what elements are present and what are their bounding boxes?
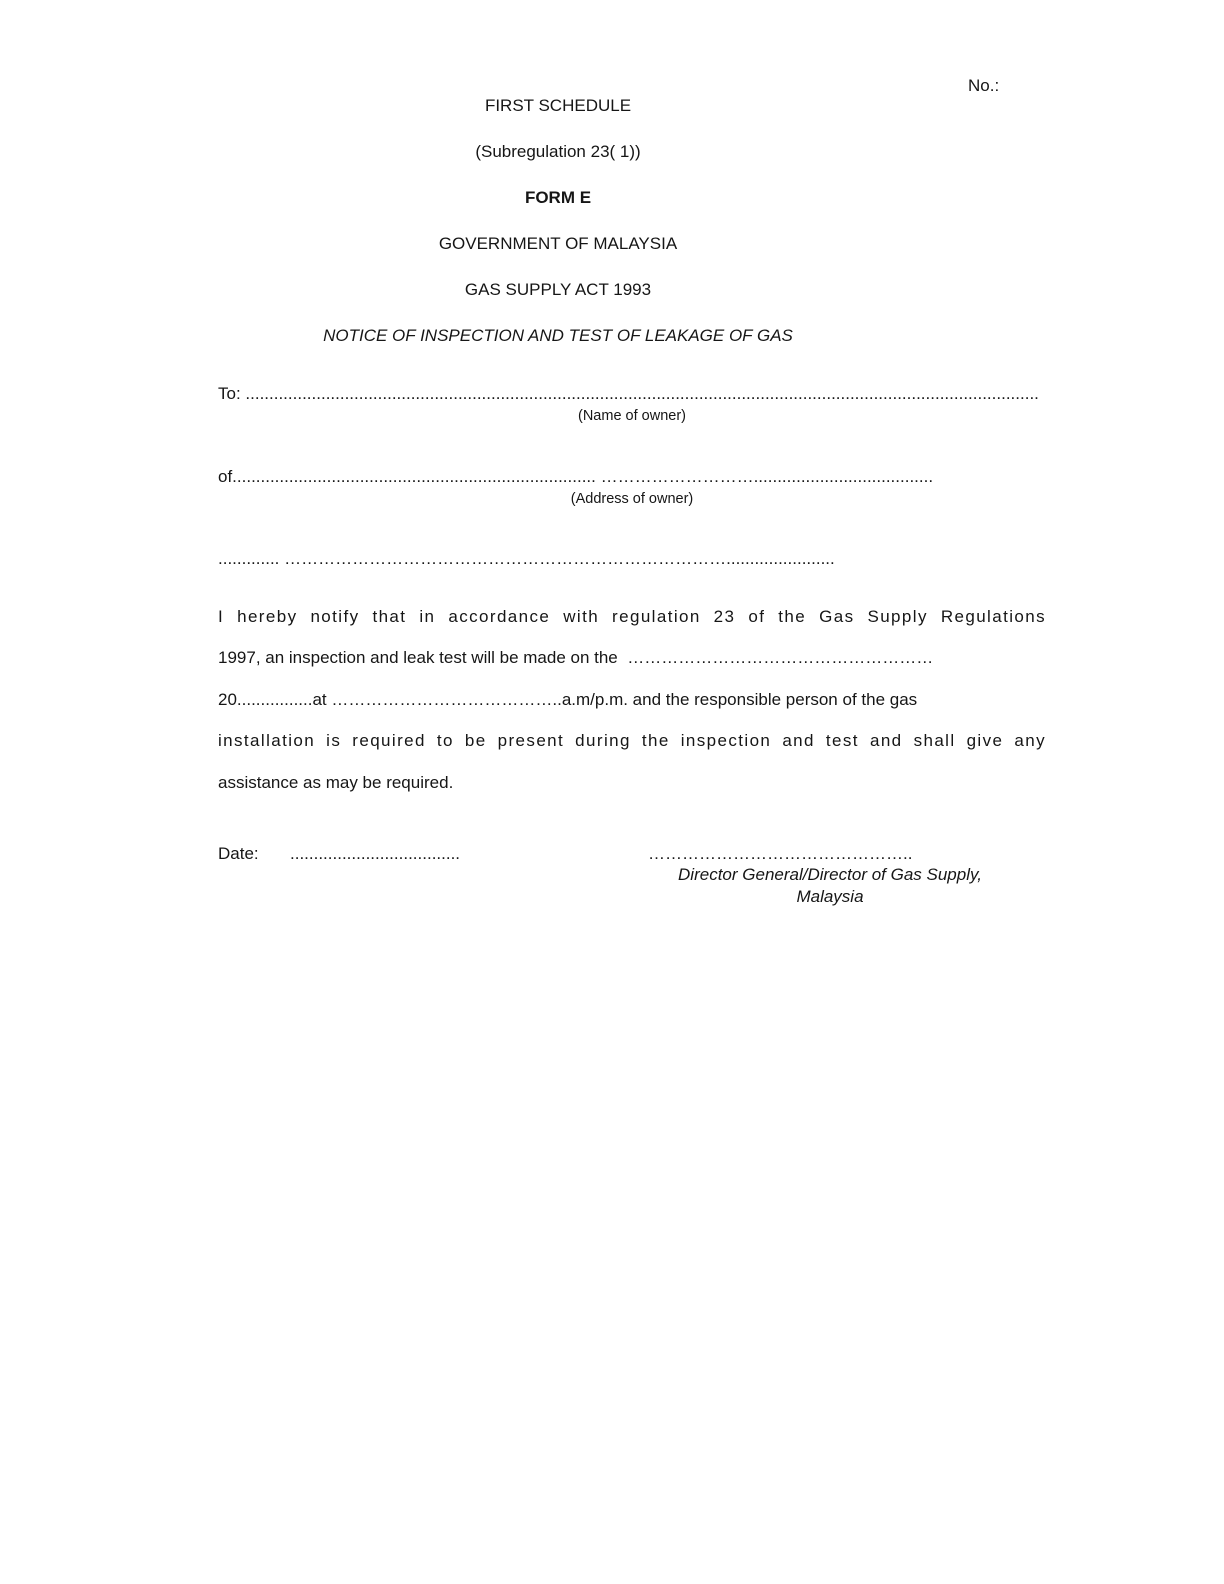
notice-paragraph — [218, 607, 1046, 814]
of-field-line: of............................................................................. ………………………...................................... — [218, 467, 934, 486]
address-of-owner-caption: (Address of owner) — [570, 491, 694, 507]
document-header — [218, 96, 898, 372]
to-field-line: To: ........................................................................................................................................................................ — [218, 384, 1039, 403]
date-label: Date: — [218, 844, 259, 863]
signature-block — [640, 864, 1020, 908]
subregulation-heading: (Subregulation 23( 1)) — [475, 142, 641, 161]
signature-fill-line: ……………………………………….. — [648, 844, 913, 863]
paragraph-line-4: installation is required to be present during the inspection and test and shall give any — [218, 731, 1046, 751]
signatory-location: Malaysia — [796, 887, 864, 906]
paragraph-line-1: I hereby notify that in accordance with regulation 23 of the Gas Supply Regulations — [218, 607, 1046, 626]
paragraph-line-2: 1997, an inspection and leak test will be made on the ……………………………………………… — [218, 648, 934, 668]
form-number-label: No.: — [968, 76, 1000, 95]
date-fill-line: .................................... — [290, 844, 461, 863]
form-title-heading: FORM E — [524, 188, 592, 207]
paragraph-line-5: assistance as may be required. — [218, 772, 454, 792]
name-of-owner-caption: (Name of owner) — [578, 408, 686, 424]
act-heading: GAS SUPPLY ACT 1993 — [464, 280, 652, 299]
paragraph-line-3: 20................at …………………………………..a.m/p.m. and the responsible person of the gas — [218, 689, 918, 709]
address-continuation-line: ............. ……………………………………………………………………....................... — [218, 549, 835, 568]
schedule-heading: FIRST SCHEDULE — [484, 96, 632, 115]
notice-title: NOTICE OF INSPECTION AND TEST OF LEAKAGE OF GAS — [323, 326, 793, 345]
signatory-title: Director General/Director of Gas Supply, — [678, 865, 982, 884]
government-heading: GOVERNMENT OF MALAYSIA — [438, 234, 678, 253]
